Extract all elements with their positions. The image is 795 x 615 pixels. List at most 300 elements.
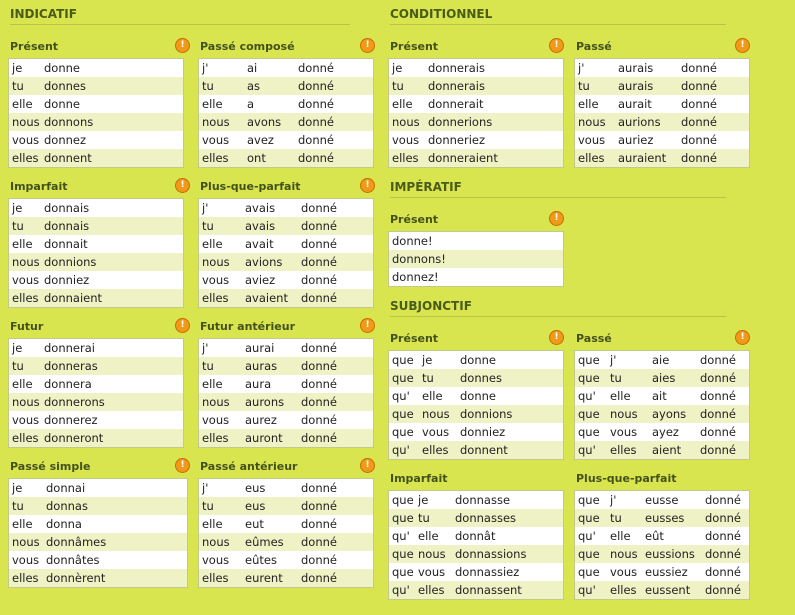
conjugation-row — [199, 429, 373, 447]
conjugation-cell: donné — [301, 413, 337, 427]
conjugation-cell: qu' — [578, 443, 596, 457]
conjugation-cell: donnassent — [455, 583, 522, 597]
conjugation-cell: aurai — [245, 341, 275, 355]
conjugation-row — [389, 405, 563, 423]
conjugation-cell: donné — [298, 115, 334, 129]
conjugation-cell: donné — [700, 353, 736, 367]
conjugation-table — [574, 350, 750, 460]
conjugation-cell: elles — [202, 291, 229, 305]
conjugation-cell: avions — [245, 255, 283, 269]
conjugation-cell: aurais — [618, 61, 654, 75]
conjugation-cell: eussent — [645, 583, 691, 597]
conjugation-cell: que — [392, 371, 414, 385]
conjugation-cell: donnerai — [44, 341, 95, 355]
conjugation-row — [575, 113, 749, 131]
conjugation-cell: ont — [247, 151, 266, 165]
tense-label: Imparfait — [10, 180, 68, 193]
conjugation-cell: nous — [392, 115, 420, 129]
section-conditionnel-title: CONDITIONNEL — [390, 7, 493, 21]
conjugation-cell: elle — [422, 389, 443, 403]
conjugation-cell: elles — [202, 151, 229, 165]
tense-label: Présent — [390, 40, 439, 53]
conjugation-cell: donnons! — [392, 252, 446, 266]
tense-label: Futur antérieur — [200, 320, 296, 333]
conjugation-row — [199, 515, 373, 533]
conjugation-cell: donné — [301, 395, 337, 409]
conjugation-cell: elle — [12, 517, 33, 531]
conjugation-row — [9, 271, 183, 289]
conjugation-row — [575, 95, 749, 113]
conjugation-cell: je — [12, 481, 23, 495]
conjugation-row — [389, 268, 563, 286]
conjugation-cell: j' — [202, 341, 209, 355]
conjugation-row — [9, 339, 183, 357]
conjugation-cell: vous — [202, 273, 230, 287]
conjugation-cell: ayons — [652, 407, 687, 421]
conjugation-cell: qu' — [392, 529, 410, 543]
conjugation-cell: elles — [392, 151, 419, 165]
conjugation-cell: nous — [202, 255, 230, 269]
tense-label: Présent — [10, 40, 59, 53]
conjugation-cell: donnons — [44, 115, 94, 129]
conjugation-cell: elle — [418, 529, 439, 543]
conjugation-row — [9, 411, 183, 429]
conjugation-row — [9, 429, 183, 447]
conjugation-cell: je — [422, 353, 433, 367]
conjugation-row — [199, 551, 373, 569]
conjugation-cell: donné — [301, 255, 337, 269]
conjugation-row — [575, 527, 749, 545]
conjugation-cell: donné — [700, 371, 736, 385]
conjugation-cell: donne! — [392, 234, 433, 248]
conjugation-row — [575, 509, 749, 527]
conjugation-cell: donné — [298, 61, 334, 75]
conjugation-cell: donnerait — [428, 97, 484, 111]
conjugation-cell: que — [392, 407, 414, 421]
conjugation-row — [389, 77, 563, 95]
conjugation-row — [575, 441, 749, 459]
conjugation-row — [9, 357, 183, 375]
conjugation-cell: donnerons — [44, 395, 105, 409]
conjugation-cell: eussiez — [645, 565, 688, 579]
conjugation-cell: eussions — [645, 547, 695, 561]
section-imperatif-title: IMPÉRATIF — [390, 180, 462, 194]
conjugation-cell: que — [578, 511, 600, 525]
info-icon[interactable]: ! — [735, 38, 750, 53]
conjugation-cell: j' — [610, 493, 617, 507]
conjugation-cell: donné — [301, 553, 337, 567]
conjugation-row — [389, 131, 563, 149]
conjugation-cell: qu' — [578, 529, 596, 543]
conjugation-cell: je — [12, 61, 23, 75]
conjugation-table — [198, 338, 374, 448]
conjugation-cell: donniez — [460, 425, 506, 439]
conjugation-cell: elles — [422, 443, 449, 457]
info-icon[interactable]: ! — [360, 458, 375, 473]
conjugation-cell: que — [578, 547, 600, 561]
conjugation-cell: elle — [392, 97, 413, 111]
conjugation-cell: donna — [46, 517, 82, 531]
info-icon[interactable]: ! — [175, 318, 190, 333]
conjugation-cell: tu — [610, 511, 622, 525]
conjugation-cell: donné — [301, 341, 337, 355]
conjugation-cell: elle — [610, 529, 631, 543]
conjugation-cell: donné — [681, 151, 717, 165]
conjugation-cell: elles — [418, 583, 445, 597]
conjugation-row — [9, 551, 187, 569]
conjugation-cell: donnent — [460, 443, 508, 457]
conjugation-cell: tu — [202, 79, 214, 93]
conjugation-cell: avons — [247, 115, 282, 129]
conjugation-cell: donné — [681, 97, 717, 111]
conjugation-cell: qu' — [392, 583, 410, 597]
conjugation-cell: donnassiez — [455, 565, 520, 579]
conjugation-cell: vous — [12, 553, 40, 567]
conjugation-cell: ai — [247, 61, 258, 75]
conjugation-cell: eût — [645, 529, 664, 543]
conjugation-cell: donné — [700, 407, 736, 421]
conjugation-cell: donnasses — [455, 511, 517, 525]
conjugation-row — [389, 250, 563, 268]
conjugation-cell: que — [578, 425, 600, 439]
conjugation-row — [199, 253, 373, 271]
conjugation-cell: nous — [202, 115, 230, 129]
conjugation-cell: donné — [301, 219, 337, 233]
conjugation-cell: tu — [12, 79, 24, 93]
conjugation-cell: nous — [422, 407, 450, 421]
conjugation-cell: donnes — [44, 79, 86, 93]
conjugation-cell: tu — [202, 219, 214, 233]
conjugation-cell: vous — [12, 133, 40, 147]
conjugation-cell: elle — [610, 389, 631, 403]
info-icon[interactable]: ! — [360, 38, 375, 53]
conjugation-cell: nous — [12, 115, 40, 129]
conjugation-cell: elle — [202, 377, 223, 391]
conjugation-cell: elles — [12, 291, 39, 305]
conjugation-cell: auront — [245, 431, 283, 445]
conjugation-cell: donnes — [460, 371, 502, 385]
tense-label: Plus-que-parfait — [200, 180, 301, 193]
conjugation-cell: je — [12, 201, 23, 215]
conjugation-cell: tu — [418, 511, 430, 525]
conjugation-cell: j' — [610, 353, 617, 367]
conjugation-cell: nous — [610, 407, 638, 421]
conjugation-cell: j' — [202, 201, 209, 215]
conjugation-cell: donnera — [44, 377, 92, 391]
conjugation-row — [199, 533, 373, 551]
conjugation-cell: donné — [301, 377, 337, 391]
conjugation-cell: aient — [652, 443, 682, 457]
conjugation-cell: nous — [202, 535, 230, 549]
section-subjonctif — [390, 299, 472, 313]
conjugation-cell: donnâmes — [46, 535, 107, 549]
conjugation-cell: nous — [12, 395, 40, 409]
conjugation-cell: donné — [681, 61, 717, 75]
conjugation-row — [199, 149, 373, 167]
conjugation-cell: vous — [418, 565, 446, 579]
conjugation-cell: qu' — [578, 389, 596, 403]
info-icon[interactable]: ! — [175, 38, 190, 53]
info-icon[interactable]: ! — [735, 330, 750, 345]
conjugation-cell: aviez — [245, 273, 276, 287]
conjugation-cell: elle — [12, 97, 33, 111]
conjugation-row — [389, 369, 563, 387]
conjugation-row — [389, 491, 563, 509]
conjugation-cell: nous — [12, 255, 40, 269]
conjugation-cell: elles — [12, 151, 39, 165]
conjugation-row — [389, 59, 563, 77]
info-icon[interactable]: ! — [175, 178, 190, 193]
conjugation-cell: tu — [392, 79, 404, 93]
info-icon[interactable]: ! — [360, 318, 375, 333]
conjugation-cell: elles — [12, 431, 39, 445]
conjugation-cell: je — [418, 493, 429, 507]
conjugation-row — [575, 491, 749, 509]
conjugation-row — [389, 441, 563, 459]
section-subjonctif-title: SUBJONCTIF — [390, 299, 472, 313]
conjugation-cell: elle — [202, 517, 223, 531]
conjugation-row — [389, 351, 563, 369]
conjugation-cell: vous — [610, 425, 638, 439]
conjugation-cell: que — [578, 407, 600, 421]
info-icon[interactable]: ! — [549, 38, 564, 53]
conjugation-cell: tu — [202, 499, 214, 513]
conjugation-cell: avez — [247, 133, 274, 147]
conjugation-cell: donnerez — [44, 413, 98, 427]
conjugation-row — [9, 113, 183, 131]
conjugation-table — [8, 478, 188, 588]
conjugation-cell: donné — [705, 547, 741, 561]
conjugation-row — [389, 527, 563, 545]
conjugation-row — [199, 235, 373, 253]
conjugation-cell: nous — [610, 547, 638, 561]
conjugation-cell: elle — [12, 237, 33, 251]
conjugation-row — [9, 131, 183, 149]
conjugation-cell: que — [578, 493, 600, 507]
conjugation-cell: eus — [245, 499, 266, 513]
conjugation-cell: donne — [460, 353, 496, 367]
conjugation-row — [199, 289, 373, 307]
conjugation-row — [199, 271, 373, 289]
conjugation-cell: donné — [705, 583, 741, 597]
conjugation-cell: que — [578, 565, 600, 579]
conjugation-row — [9, 393, 183, 411]
conjugation-cell: donnait — [44, 237, 88, 251]
conjugation-row — [575, 405, 749, 423]
section-indicatif-title: INDICATIF — [10, 7, 77, 21]
conjugation-cell: qu' — [578, 583, 596, 597]
conjugation-cell: donné — [705, 493, 741, 507]
conjugation-row — [199, 339, 373, 357]
conjugation-cell: aurait — [618, 97, 652, 111]
conjugation-cell: aurez — [245, 413, 277, 427]
conjugation-row — [9, 235, 183, 253]
conjugation-row — [575, 387, 749, 405]
section-imperatif-divider — [390, 197, 726, 198]
conjugation-row — [199, 113, 373, 131]
conjugation-cell: eûmes — [245, 535, 284, 549]
conjugation-cell: donneras — [44, 359, 98, 373]
conjugation-table — [8, 338, 184, 448]
tense-label: Présent — [390, 332, 439, 345]
conjugation-table — [8, 58, 184, 168]
conjugation-cell: donné — [681, 79, 717, 93]
conjugation-cell: donné — [301, 273, 337, 287]
conjugation-cell: tu — [12, 219, 24, 233]
conjugation-cell: tu — [578, 79, 590, 93]
conjugation-cell: vous — [610, 565, 638, 579]
info-icon[interactable]: ! — [549, 330, 564, 345]
conjugation-row — [9, 533, 187, 551]
conjugation-cell: donnerais — [428, 61, 485, 75]
conjugation-row — [199, 199, 373, 217]
conjugation-cell: donnez! — [392, 270, 439, 284]
conjugation-cell: nous — [578, 115, 606, 129]
conjugation-cell: donnèrent — [46, 571, 106, 585]
conjugation-cell: donnerais — [428, 79, 485, 93]
conjugation-cell: que — [392, 565, 414, 579]
conjugation-row — [9, 77, 183, 95]
conjugation-cell: donnasse — [455, 493, 511, 507]
conjugation-row — [9, 289, 183, 307]
conjugation-cell: nous — [202, 395, 230, 409]
conjugation-row — [199, 357, 373, 375]
conjugation-cell: donné — [301, 431, 337, 445]
conjugation-row — [9, 253, 183, 271]
conjugation-table — [388, 350, 564, 460]
conjugation-cell: eut — [245, 517, 264, 531]
conjugation-cell: que — [392, 353, 414, 367]
conjugation-cell: elle — [202, 237, 223, 251]
conjugation-cell: donné — [705, 565, 741, 579]
conjugation-cell: eurent — [245, 571, 283, 585]
conjugation-table — [198, 198, 374, 308]
conjugation-cell: je — [392, 61, 403, 75]
conjugation-cell: auras — [245, 359, 278, 373]
conjugation-table — [198, 58, 374, 168]
conjugation-cell: eus — [245, 481, 266, 495]
conjugation-cell: nous — [418, 547, 446, 561]
conjugation-cell: aurons — [245, 395, 285, 409]
tense-label: Passé simple — [10, 460, 91, 473]
conjugation-cell: avait — [245, 237, 274, 251]
conjugation-cell: donnas — [46, 499, 88, 513]
info-icon[interactable]: ! — [549, 211, 564, 226]
info-icon[interactable]: ! — [360, 178, 375, 193]
conjugation-row — [389, 95, 563, 113]
conjugation-row — [199, 411, 373, 429]
conjugation-cell: donné — [700, 425, 736, 439]
conjugation-row — [575, 545, 749, 563]
tense-label: Passé — [576, 332, 612, 345]
conjugation-row — [9, 217, 183, 235]
conjugation-cell: vous — [422, 425, 450, 439]
conjugation-cell: donné — [301, 359, 337, 373]
tense-label: Passé composé — [200, 40, 295, 53]
conjugation-cell: elles — [12, 571, 39, 585]
conjugation-cell: donniez — [44, 273, 90, 287]
conjugation-cell: que — [392, 547, 414, 561]
conjugation-cell: vous — [202, 413, 230, 427]
conjugation-table — [574, 490, 750, 600]
conjugation-cell: tu — [12, 359, 24, 373]
conjugation-row — [199, 375, 373, 393]
conjugation-row — [9, 497, 187, 515]
section-indicatif — [10, 7, 77, 21]
conjugation-row — [9, 515, 187, 533]
conjugation-cell: que — [392, 425, 414, 439]
section-conditionnel-divider — [390, 24, 726, 25]
conjugation-row — [199, 497, 373, 515]
conjugation-cell: donnassions — [455, 547, 527, 561]
conjugation-cell: qu' — [392, 443, 410, 457]
conjugation-cell: donnai — [46, 481, 86, 495]
conjugation-row — [9, 149, 183, 167]
conjugation-cell: donne — [460, 389, 496, 403]
conjugation-row — [389, 563, 563, 581]
conjugation-cell: elles — [202, 571, 229, 585]
conjugation-cell: donné — [681, 115, 717, 129]
conjugation-cell: donnez — [44, 133, 87, 147]
conjugation-row — [575, 149, 749, 167]
conjugation-row — [575, 563, 749, 581]
conjugation-cell: eûtes — [245, 553, 277, 567]
conjugation-cell: donnais — [44, 201, 90, 215]
conjugation-cell: donneraient — [428, 151, 498, 165]
tense-label: Présent — [390, 213, 439, 226]
conjugation-cell: que — [392, 511, 414, 525]
conjugation-row — [199, 59, 373, 77]
conjugation-cell: donné — [700, 443, 736, 457]
conjugation-cell: donnais — [44, 219, 90, 233]
section-indicatif-divider — [10, 24, 350, 25]
conjugation-cell: donnent — [44, 151, 92, 165]
conjugation-cell: donné — [301, 499, 337, 513]
conjugation-cell: donné — [301, 201, 337, 215]
conjugation-cell: donné — [298, 133, 334, 147]
conjugation-cell: elle — [202, 97, 223, 111]
conjugation-cell: aie — [652, 353, 670, 367]
conjugation-cell: donné — [301, 571, 337, 585]
conjugation-cell: elles — [202, 431, 229, 445]
conjugation-cell: aies — [652, 371, 676, 385]
conjugation-cell: donnât — [455, 529, 496, 543]
conjugation-cell: vous — [202, 133, 230, 147]
conjugation-cell: donne — [44, 97, 80, 111]
conjugation-row — [575, 581, 749, 599]
conjugation-cell: tu — [610, 371, 622, 385]
conjugation-cell: donné — [298, 79, 334, 93]
conjugation-cell: que — [578, 371, 600, 385]
tense-label: Plus-que-parfait — [576, 472, 677, 485]
tense-label: Passé — [576, 40, 612, 53]
conjugation-cell: qu' — [392, 389, 410, 403]
conjugation-cell: avais — [245, 201, 276, 215]
conjugation-cell: donné — [705, 511, 741, 525]
conjugation-row — [199, 393, 373, 411]
conjugation-row — [389, 509, 563, 527]
conjugation-cell: que — [578, 353, 600, 367]
conjugation-cell: donneront — [44, 431, 104, 445]
info-icon[interactable]: ! — [175, 458, 190, 473]
conjugation-cell: vous — [12, 413, 40, 427]
conjugation-cell: donné — [705, 529, 741, 543]
conjugation-row — [199, 479, 373, 497]
conjugation-cell: tu — [422, 371, 434, 385]
conjugation-cell: avais — [245, 219, 276, 233]
conjugation-cell: tu — [12, 499, 24, 513]
conjugation-cell: avaient — [245, 291, 288, 305]
